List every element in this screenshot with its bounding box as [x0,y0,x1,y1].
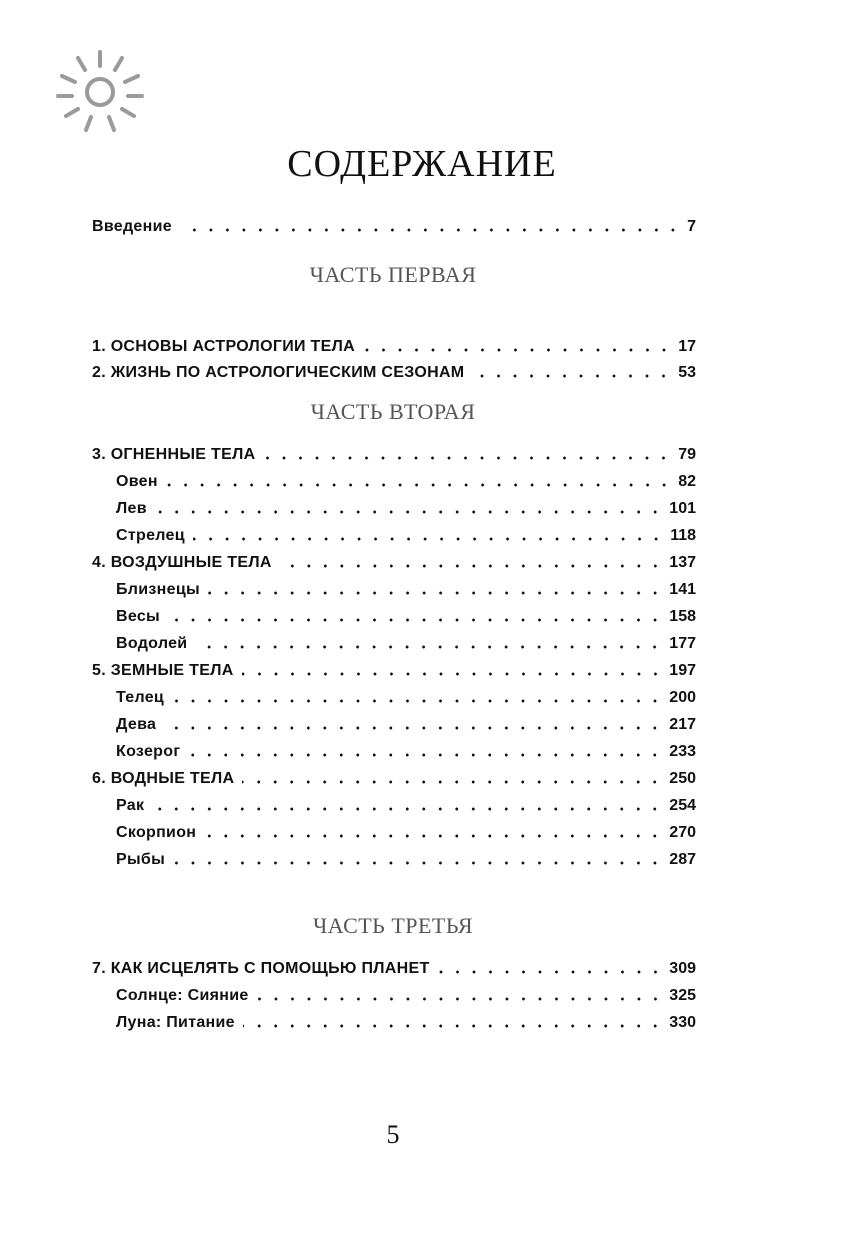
entry-page-number: 118 [670,527,696,544]
dot-leader [363,348,672,352]
entry-label: 7. КАК ИСЦЕЛЯТЬ С ПОМОЩЬЮ ПЛАНЕТ [92,960,430,977]
entry-label: 6. ВОДНЫЕ ТЕЛА [92,770,235,787]
entry-label: Рыбы [116,851,166,868]
dot-leader [180,228,681,232]
dot-leader [280,564,664,568]
entry-page-number: 17 [678,338,696,355]
dot-leader [173,861,663,865]
entry-page-number: 141 [669,581,696,598]
entry-page-number: 309 [669,960,696,977]
dot-leader [243,1024,663,1028]
entry-page-number: 137 [669,554,696,571]
entry-page-number: 233 [669,743,696,760]
toc-entry [92,440,696,464]
entry-label: 4. ВОЗДУШНЫЕ ТЕЛА [92,554,272,571]
dot-leader [257,997,664,1001]
entry-label: Овен [116,473,158,490]
entry-page-number: 287 [669,851,696,868]
entry-label: Весы [116,608,161,625]
entry-page-number: 53 [678,364,696,381]
part-heading: ЧАСТЬ ВТОРАЯ [310,399,476,424]
dot-leader [242,780,663,784]
entry-page-number: 197 [669,662,696,679]
toc-subentry [92,521,696,545]
toc-subentry [92,1008,696,1032]
entry-label: Лев [116,500,147,517]
page-title: СОДЕРЖАНИЕ [287,143,557,185]
dot-leader [152,807,663,811]
dot-leader [193,537,664,541]
entry-page-number: 250 [669,770,696,787]
entry-label: Введение [92,218,172,235]
toc-subentry [92,467,696,491]
toc-entry [92,764,696,788]
entry-label: Водолей [116,635,188,652]
entry-label: 3. ОГНЕННЫЕ ТЕЛА [92,446,256,463]
dot-leader [242,672,664,676]
toc-entry [92,358,696,382]
toc-entry [92,656,696,680]
dot-leader [188,753,663,757]
entry-page-number: 82 [678,473,696,490]
sun-icon [52,46,148,142]
entry-label: Близнецы [116,581,200,598]
part-heading: ЧАСТЬ ТРЕТЬЯ [312,913,474,938]
entry-page-number: 7 [687,218,696,235]
toc-entry [92,548,696,572]
part-heading: ЧАСТЬ ПЕРВАЯ [309,262,477,287]
entry-page-number: 217 [669,716,696,733]
dot-leader [204,834,663,838]
entry-page-number: 270 [669,824,696,841]
dot-leader [263,456,672,460]
dot-leader [195,645,663,649]
entry-page-number: 101 [669,500,696,517]
toc-subentry [92,602,696,626]
toc-subentry [92,845,696,869]
toc-subentry [92,683,696,707]
toc-subentry [92,710,696,734]
dot-leader [166,483,672,487]
dot-leader [172,699,663,703]
entry-page-number: 79 [678,446,696,463]
entry-label: 2. ЖИЗНЬ ПО АСТРОЛОГИЧЕСКИМ СЕЗОНАМ [92,364,465,381]
entry-page-number: 177 [669,635,696,652]
page-number: 5 [386,1120,400,1149]
toc-subentry [92,981,696,1005]
dot-leader [208,591,663,595]
entry-label: 1. ОСНОВЫ АСТРОЛОГИИ ТЕЛА [92,338,355,355]
entry-label: Телец [116,689,165,706]
entry-label: 5. ЗЕМНЫЕ ТЕЛА [92,662,234,679]
entry-page-number: 254 [669,797,696,814]
toc-subentry [92,629,696,653]
entry-page-number: 158 [669,608,696,625]
toc-entry [92,332,696,356]
dot-leader [438,970,664,974]
entry-label: Козерог [116,743,181,760]
entry-label: Стрелец [116,527,185,544]
entry-label: Дева [116,716,157,733]
entry-label: Луна: Питание [116,1014,235,1031]
toc-subentry [92,494,696,518]
entry-label: Рак [116,797,145,814]
toc-entry [92,212,696,236]
toc-subentry [92,791,696,815]
entry-page-number: 200 [669,689,696,706]
entry-label: Скорпион [116,824,197,841]
toc-subentry [92,737,696,761]
toc-subentry [92,575,696,599]
entry-page-number: 325 [669,987,696,1004]
entry-label: Солнце: Сияние [116,987,249,1004]
entry-page-number: 330 [669,1014,696,1031]
toc-entry [92,954,696,978]
toc-subentry [92,818,696,842]
dot-leader [164,726,663,730]
dot-leader [472,374,672,378]
dot-leader [168,618,663,622]
dot-leader [155,510,663,514]
